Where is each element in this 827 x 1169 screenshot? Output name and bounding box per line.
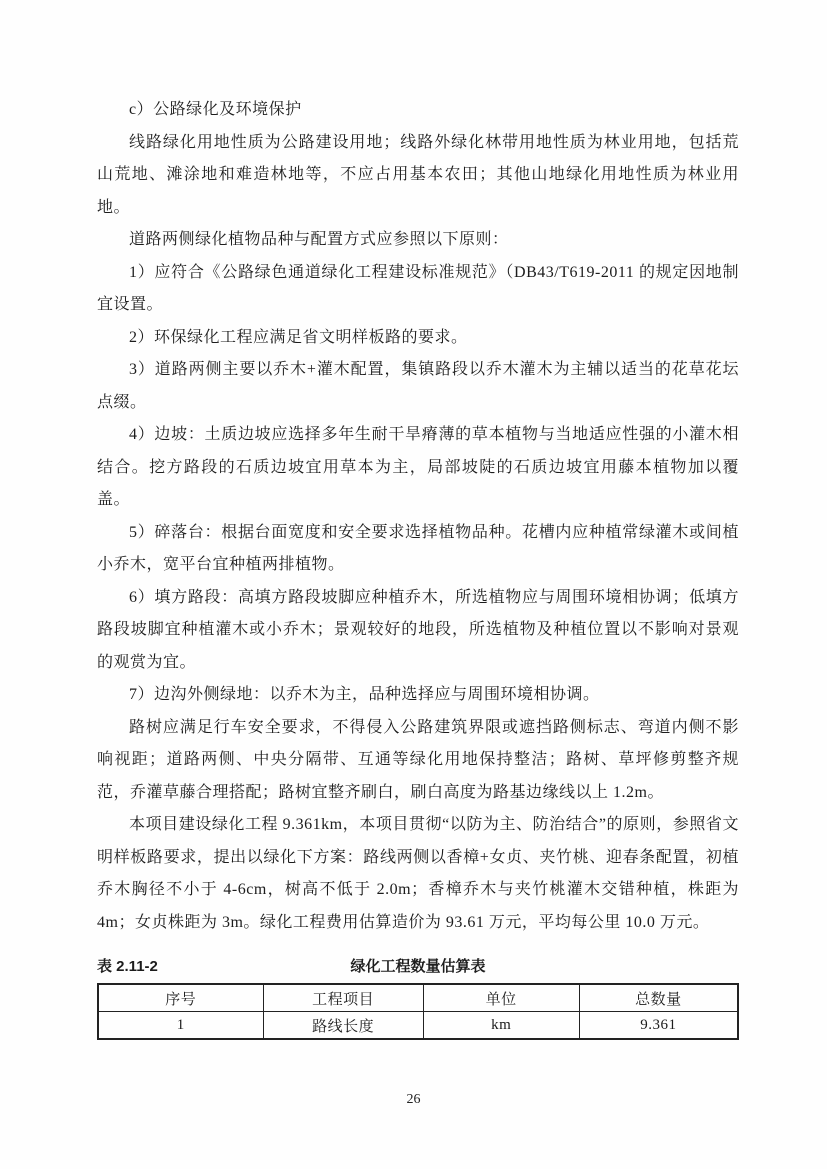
paragraph: 路树应满足行车安全要求，不得侵入公路建筑界限或遮挡路侧标志、弯道内侧不影响视距；道路两侧、中央分隔带、互通等绿化用地保持整洁；路树、草坪修剪整齐规范，乔灌草藤合理搭配；路树宜整齐刷白，刷白高度为路基边缘线以上 1.2m。 <box>97 718 739 801</box>
list-item-4: 4）边坡：土质边坡应选择多年生耐干旱瘠薄的草本植物与当地适应性强的小灌木相结合。挖方路段的石质边坡宜用草本为主，局部坡陡的石质边坡宜用藤本植物加以覆盖。 <box>97 426 739 508</box>
table-header-cell: 总数量 <box>579 984 738 1012</box>
list-item-1: 1）应符合《公路绿色通道绿化工程建设标准规范》（DB43/T619-2011 的规定因地制宜设置。 <box>97 263 739 313</box>
paragraph: 线路绿化用地性质为公路建设用地；线路外绿化林带用地性质为林业用地，包括荒山荒地、滩涂地和难造林地等，不应占用基本农田；其他山地绿化用地性质为林业用地。 <box>97 133 739 216</box>
table-cell: 1 <box>98 1012 263 1040</box>
table-header-cell: 单位 <box>423 984 579 1012</box>
table-label: 表 2.11-2 <box>97 958 158 975</box>
paragraph: 本项目建设绿化工程 9.361km，本项目贯彻“以防为主、防治结合”的原则，参照省文明样板路要求，提出以绿化下方案：路线两侧以香樟+女贞、夹竹桃、迎春条配置，初植乔木胸径不小于 4-6cm，树高不低于 2.0m；香樟乔木与夹竹桃灌木交错种植，株距为 4m；女贞株距为 3m。绿化工程费用估算造价为 93.61 万元，平均每公里 10.0 万元。 <box>97 816 739 931</box>
table-cell: 路线长度 <box>263 1012 423 1040</box>
list-item-2: 2）环保绿化工程应满足省文明样板路的要求。 <box>129 328 468 346</box>
section-heading: c）公路绿化及环境保护 <box>129 101 302 118</box>
page-body <box>97 94 739 1040</box>
list-item-6: 6）填方路段：高填方路段坡脚应种植乔木，所选植物应与周围环境相协调；低填方路段坡脚宜种植灌木或小乔木；景观较好的地段，所选植物及种植位置以不影响对景观的观赏为宜。 <box>97 588 739 671</box>
table-cell: 9.361 <box>579 1012 738 1040</box>
table-header-cell: 序号 <box>98 984 263 1012</box>
table-title: 绿化工程数量估算表 <box>350 958 486 975</box>
table-header-row <box>98 984 738 1012</box>
table-caption <box>97 958 739 976</box>
quantity-table <box>97 983 739 1040</box>
list-item-3: 3）道路两侧主要以乔木+灌木配置，集镇路段以乔木灌木为主辅以适当的花草花坛点缀。 <box>97 361 739 411</box>
list-item-7: 7）边沟外侧绿地：以乔木为主，品种选择应与周围环境相协调。 <box>129 686 600 703</box>
paragraph: 道路两侧绿化植物品种与配置方式应参照以下原则： <box>129 231 509 248</box>
list-item-5: 5）碎落台：根据台面宽度和安全要求选择植物品种。花槽内应种植常绿灌木或间植小乔木，宽平台宜种植两排植物。 <box>97 523 739 573</box>
page-number: 26 <box>406 1092 421 1107</box>
table-cell: km <box>423 1012 579 1040</box>
table-row <box>98 1012 738 1040</box>
table-header-cell: 工程项目 <box>263 984 423 1012</box>
